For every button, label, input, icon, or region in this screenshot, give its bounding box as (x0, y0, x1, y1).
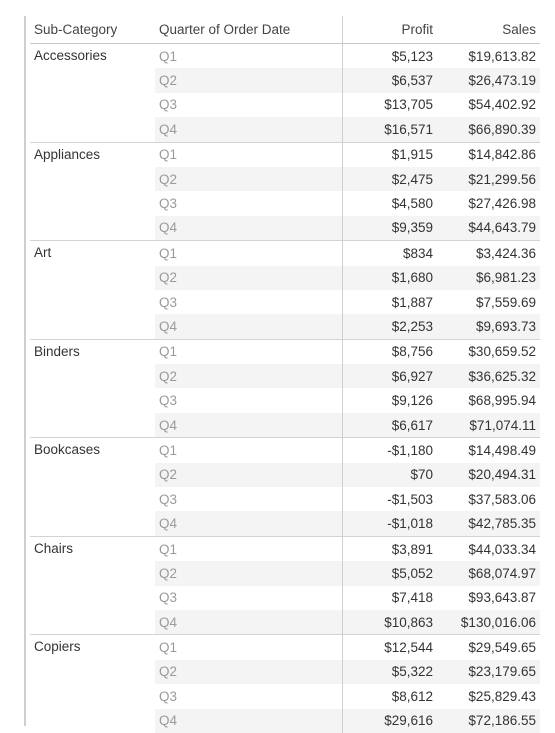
sales-cell[interactable]: $26,473.19 (437, 68, 540, 92)
crosstab-frame (24, 16, 542, 729)
col-header-sales[interactable]: Sales (437, 16, 540, 44)
sales-cell[interactable]: $71,074.11 (437, 413, 540, 438)
quarter-cell[interactable]: Q2 (155, 660, 342, 684)
quarter-cell[interactable]: Q1 (155, 339, 342, 364)
sales-cell[interactable]: $66,890.39 (437, 117, 540, 142)
sales-cell[interactable]: $72,186.55 (437, 709, 540, 733)
table-body (30, 44, 540, 733)
profit-cell[interactable]: $834 (342, 241, 437, 266)
quarter-cell[interactable]: Q3 (159, 688, 178, 704)
sales-cell[interactable]: $7,559.69 (475, 294, 536, 310)
table-row (30, 241, 540, 266)
quarter-cell[interactable]: Q1 (155, 44, 342, 69)
profit-cell[interactable]: $8,756 (342, 339, 437, 364)
sales-cell[interactable]: $21,299.56 (437, 167, 540, 191)
profit-cell[interactable]: $6,927 (342, 364, 437, 388)
profit-cell[interactable]: $5,123 (342, 44, 437, 69)
profit-cell[interactable]: $5,322 (342, 660, 437, 684)
profit-cell[interactable]: $13,705 (342, 93, 437, 117)
quarter-cell[interactable]: Q2 (155, 561, 342, 585)
quarter-cell[interactable]: Q4 (155, 511, 342, 536)
sales-cell[interactable]: $23,179.65 (437, 660, 540, 684)
profit-cell[interactable]: $2,253 (342, 314, 437, 339)
profit-cell[interactable]: $9,126 (342, 388, 437, 412)
sales-cell[interactable]: $68,995.94 (468, 393, 536, 409)
profit-cell[interactable]: $9,359 (342, 216, 437, 241)
sales-cell[interactable]: $9,693.73 (437, 314, 540, 339)
quarter-cell[interactable]: Q4 (155, 610, 342, 635)
sales-cell[interactable]: $37,583.06 (468, 491, 536, 507)
sales-cell[interactable]: $30,659.52 (437, 339, 540, 364)
quarter-cell[interactable]: Q1 (155, 635, 342, 660)
quarter-cell[interactable]: Q1 (155, 241, 342, 266)
header-row (30, 16, 540, 44)
sales-cell[interactable]: $44,643.79 (437, 216, 540, 241)
profit-cell[interactable]: $4,580 (342, 191, 437, 215)
quarter-cell[interactable]: Q3 (159, 196, 178, 212)
profit-cell[interactable]: $5,052 (342, 561, 437, 585)
profit-cell[interactable]: $10,863 (342, 610, 437, 635)
sales-cell[interactable]: $54,402.92 (468, 97, 536, 113)
table-row (30, 536, 540, 561)
quarter-cell[interactable]: Q3 (159, 491, 178, 507)
sub-category-cell[interactable]: Accessories (30, 44, 155, 143)
quarter-cell[interactable]: Q1 (155, 438, 342, 463)
quarter-cell[interactable]: Q3 (159, 590, 178, 606)
sales-cell[interactable]: $19,613.82 (437, 44, 540, 69)
sales-cell[interactable]: $93,643.87 (468, 590, 536, 606)
quarter-cell[interactable]: Q4 (155, 413, 342, 438)
table-row (30, 44, 540, 69)
quarter-cell[interactable]: Q2 (155, 364, 342, 388)
profit-cell[interactable]: $2,475 (342, 167, 437, 191)
quarter-cell[interactable]: Q1 (155, 142, 342, 167)
profit-cell[interactable]: $3,891 (342, 536, 437, 561)
sub-category-cell[interactable]: Appliances (30, 142, 155, 241)
profit-cell[interactable]: $1,680 (342, 266, 437, 290)
sub-category-cell[interactable]: Binders (30, 339, 155, 438)
table-row (30, 339, 540, 364)
sales-cell[interactable]: $14,842.86 (437, 142, 540, 167)
sales-cell[interactable]: $42,785.35 (437, 511, 540, 536)
col-header-sub-category[interactable]: Sub-Category (30, 16, 155, 44)
col-header-quarter[interactable]: Quarter of Order Date (155, 16, 342, 44)
profit-cell[interactable]: -$1,180 (342, 438, 437, 463)
profit-cell[interactable]: $16,571 (342, 117, 437, 142)
quarter-cell[interactable]: Q2 (155, 266, 342, 290)
profit-cell[interactable]: $8,612 (342, 684, 437, 708)
quarter-cell[interactable]: Q1 (155, 536, 342, 561)
profit-cell[interactable]: $6,537 (342, 68, 437, 92)
sales-cell[interactable]: $20,494.31 (437, 463, 540, 487)
sub-category-cell[interactable]: Copiers (30, 635, 155, 733)
quarter-cell[interactable]: Q4 (155, 117, 342, 142)
col-header-profit[interactable]: Profit (342, 16, 437, 44)
profit-cell[interactable]: -$1,018 (342, 511, 437, 536)
profit-cell[interactable]: $1,915 (342, 142, 437, 167)
profit-cell[interactable]: $1,887 (342, 290, 437, 314)
table-row (30, 142, 540, 167)
sales-cell[interactable]: $44,033.34 (437, 536, 540, 561)
sub-category-cell[interactable]: Art (30, 241, 155, 340)
sales-cell[interactable]: $36,625.32 (437, 364, 540, 388)
crosstab-table (30, 16, 540, 733)
sales-cell[interactable]: $3,424.36 (437, 241, 540, 266)
profit-cell[interactable]: $70 (342, 463, 437, 487)
quarter-cell[interactable]: Q4 (155, 314, 342, 339)
sales-cell[interactable]: $14,498.49 (437, 438, 540, 463)
quarter-cell[interactable]: Q3 (159, 393, 178, 409)
quarter-cell[interactable]: Q4 (155, 709, 342, 733)
quarter-cell[interactable]: Q2 (155, 68, 342, 92)
sales-cell[interactable]: $130,016.06 (437, 610, 540, 635)
profit-cell[interactable]: $7,418 (342, 586, 437, 610)
sales-cell[interactable]: $29,549.65 (437, 635, 540, 660)
quarter-cell[interactable]: Q2 (155, 463, 342, 487)
sales-cell[interactable]: $68,074.97 (437, 561, 540, 585)
quarter-cell[interactable]: Q4 (155, 216, 342, 241)
quarter-cell[interactable]: Q2 (155, 167, 342, 191)
profit-cell[interactable]: $12,544 (342, 635, 437, 660)
table-row (30, 635, 540, 660)
sales-cell[interactable]: $25,829.43 (468, 688, 536, 704)
table-row (30, 438, 540, 463)
profit-cell[interactable]: -$1,503 (342, 487, 437, 511)
sales-cell[interactable]: $6,981.23 (437, 266, 540, 290)
profit-cell[interactable]: $6,617 (342, 413, 437, 438)
sub-category-cell[interactable]: Bookcases (30, 438, 155, 537)
quarter-cell[interactable]: Q3 (159, 294, 178, 310)
profit-cell[interactable]: $29,616 (342, 709, 437, 733)
sub-category-cell[interactable]: Chairs (30, 536, 155, 635)
quarter-cell[interactable]: Q3 (159, 97, 178, 113)
sales-cell[interactable]: $27,426.98 (468, 196, 536, 212)
